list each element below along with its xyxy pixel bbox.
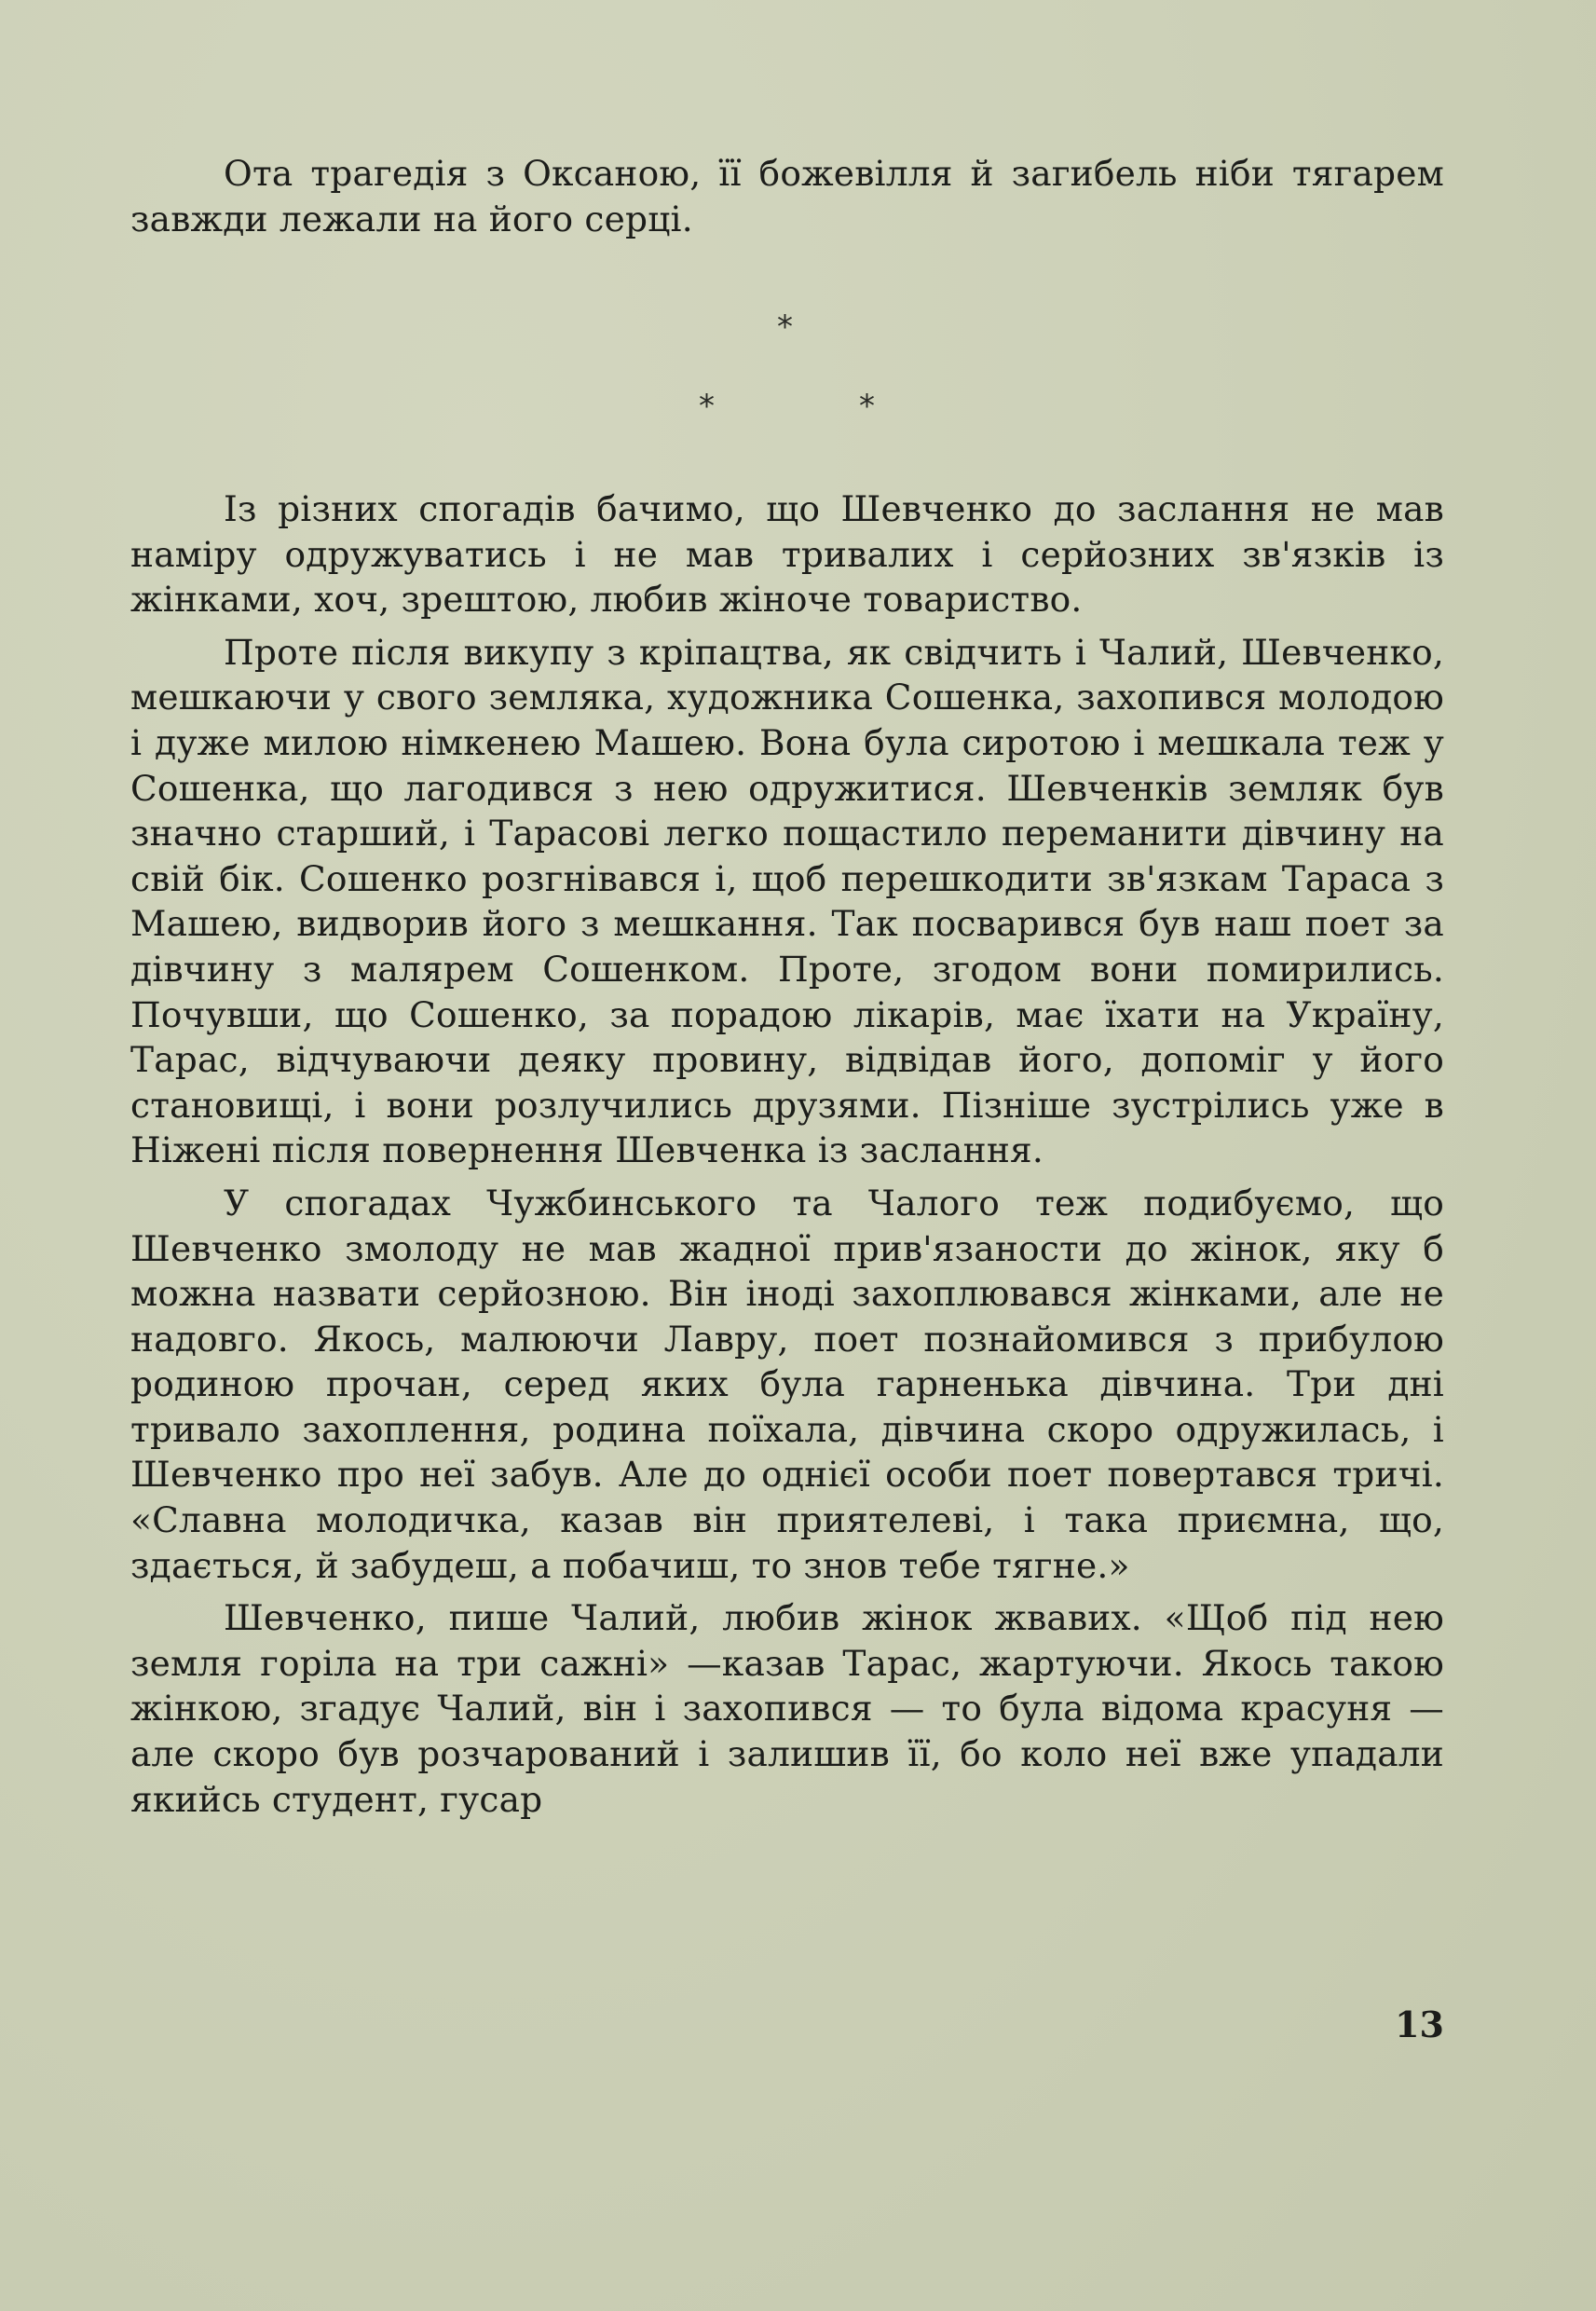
section-break-star-left: *	[699, 388, 715, 425]
main-text	[130, 486, 1444, 1822]
paragraph: Проте після викупу з кріпацтва, як свідчить і Чалий, Шевченко, мешкаючи у свого земляка, художника Сошенка, захопився молодою і дуже милою німкенею Машею. Вона була сиротою і мешкала теж у Сошенка, що лагодився з нею одружитися. Шевченків земляк був значно старший, і Тарасові легко пощастило переманити дівчину на свій бік. Сошенко розгнівався і, щоб перешкодити зв'язкам Тараса з Машею, видворив його з мешкання. Так посварився був наш поет за дівчину з малярем Сошенком. Проте, згодом вони помирились. Почувши, що Сошенко, за порадою лікарів, має їхати на Україну, Тарас, відчуваючи деяку провину, відвідав його, допоміг у його становищі, і вони розлучились друзями. Пізніше зустрілись уже в Ніжені після повернення Шевченка із заслання.	[130, 631, 1444, 1171]
intro-paragraph: Ота трагедія з Оксаною, її божевілля й загибель ніби тягарем завжди лежали на його серці.	[130, 153, 1444, 239]
intro-section	[130, 151, 1444, 241]
page-number: 13	[1395, 2003, 1444, 2045]
paragraph: У спогадах Чужбинського та Чалого теж подибуємо, що Шевченко змолоду не мав жадної прив'язаности до жінок, яку б можна назвати серйозною. Він іноді захоплювався жінками, але не надовго. Якось, малюючи Лавру, поет познайомився з прибулою родиною прочан, серед яких була гарненька дівчина. Три дні тривало захоплення, родина поїхала, дівчина скоро одружилась, і Шевченко про неї забув. Але до однієї особи поет повертався тричі. «Славна молодичка, казав він приятелеві, і така приємна, що, здається, й забудеш, а побачиш, то знов тебе тягне.»	[130, 1182, 1444, 1586]
paragraph: Шевченко, пише Чалий, любив жінок жвавих. «Щоб під нею земля горіла на три сажні» —казав Тарас, жартуючи. Якось такою жінкою, згадує Чалий, він і захопився — то була відома красуня — але скоро був розчарований і залишив її, бо коло неї вже упадали якийсь студент, гусар	[130, 1597, 1444, 1820]
section-break-star-top: *	[777, 308, 793, 346]
paragraph: Із різних спогадів бачимо, що Шевченко до заслання не мав наміру одружуватись і не мав тривалих і серйозних зв'язків із жінками, хоч, зрештою, любив жіноче товариство.	[130, 488, 1444, 621]
section-break-star-right: *	[859, 388, 875, 425]
